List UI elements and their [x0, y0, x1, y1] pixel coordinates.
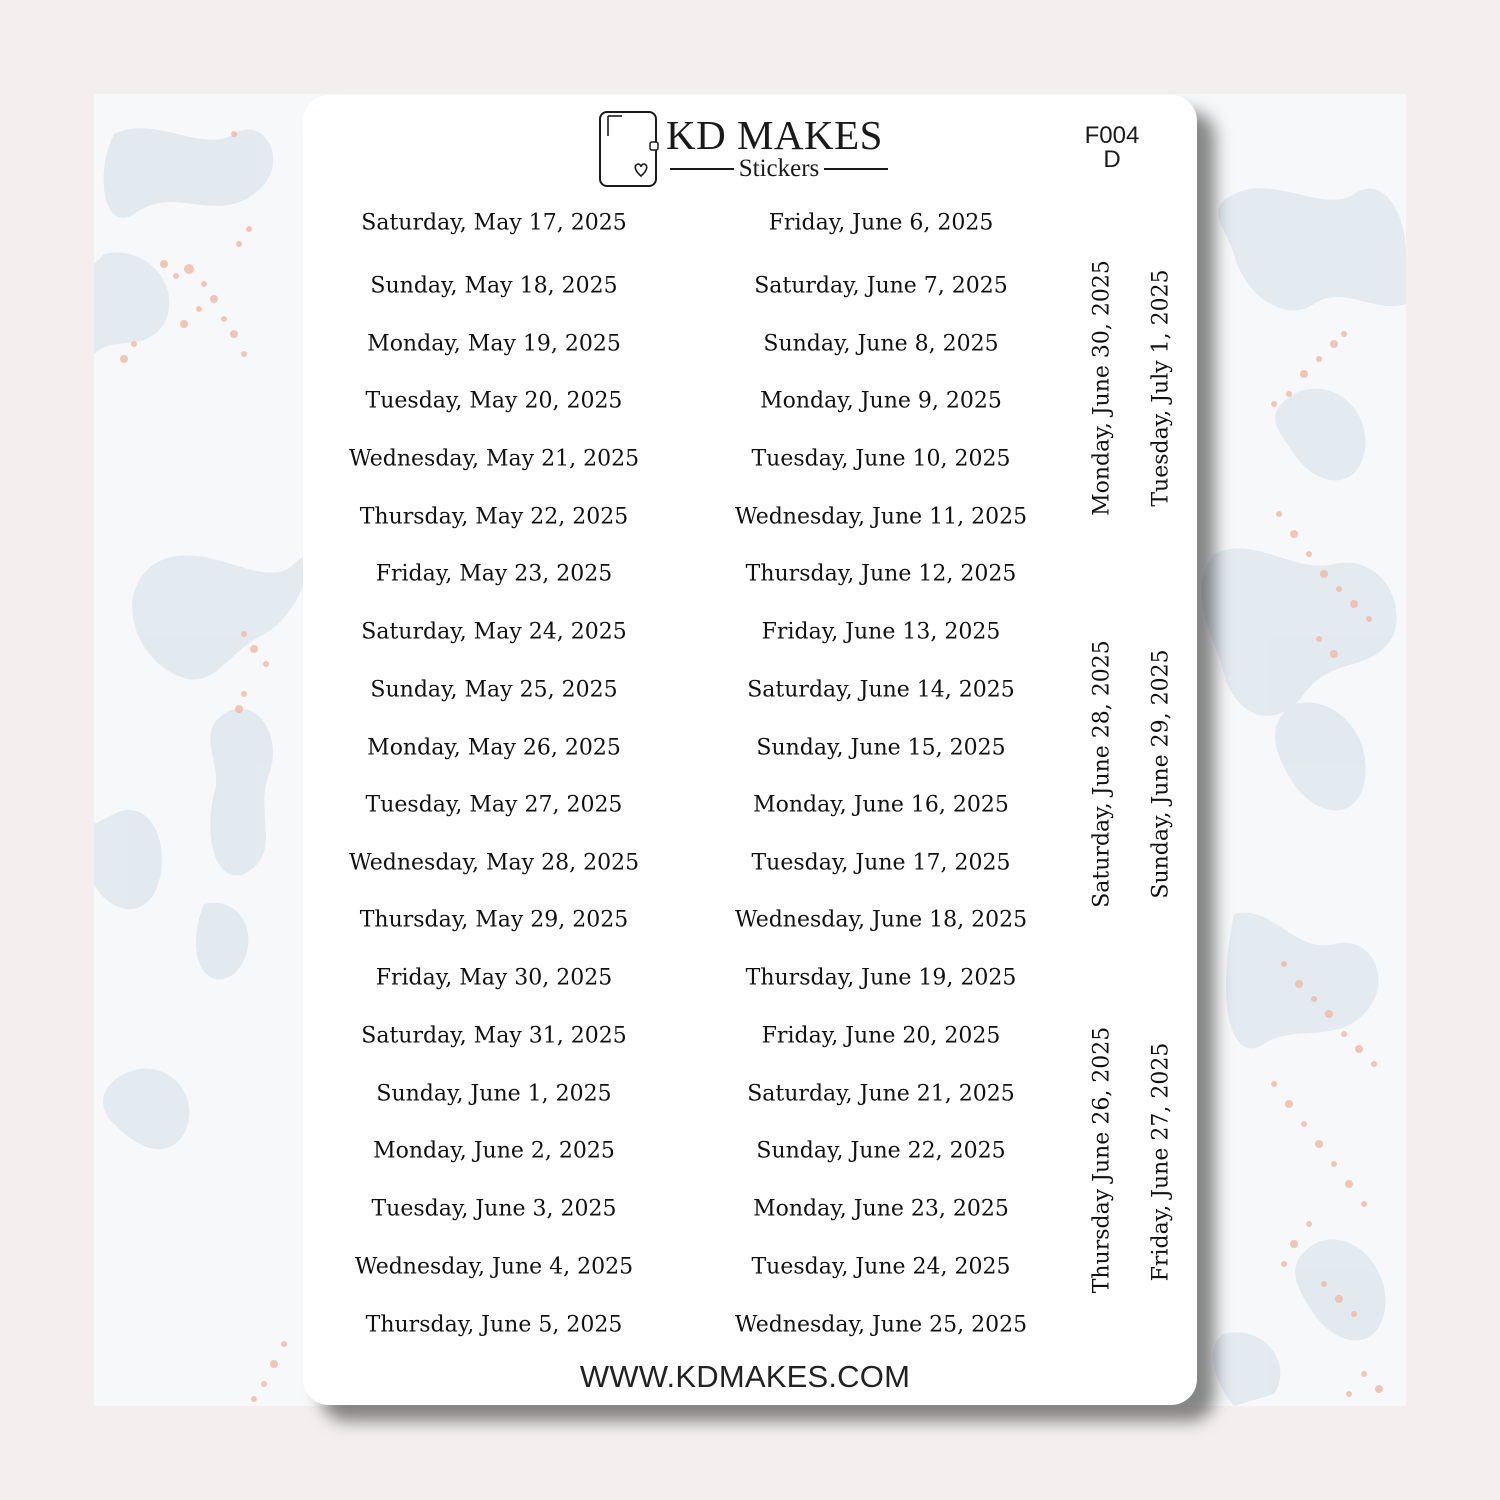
- date-sticker: Wednesday, June 18, 2025: [734, 907, 1028, 933]
- date-sticker: Sunday, June 1, 2025: [376, 1081, 612, 1107]
- date-sticker: Tuesday, June 3, 2025: [371, 1196, 617, 1222]
- date-sticker: Friday, June 20, 2025: [761, 1023, 1001, 1049]
- date-sticker: Saturday, June 14, 2025: [747, 677, 1015, 703]
- date-sticker: Thursday, June 5, 2025: [365, 1312, 623, 1338]
- date-sticker: Wednesday, May 28, 2025: [348, 850, 640, 876]
- date-sticker: Thursday, May 29, 2025: [359, 907, 629, 933]
- date-sticker: Tuesday, May 27, 2025: [365, 792, 623, 818]
- date-sticker: Friday, June 6, 2025: [768, 210, 994, 236]
- date-sticker: Monday, June 16, 2025: [753, 792, 1009, 818]
- date-sticker: Saturday, May 24, 2025: [361, 619, 627, 645]
- date-sticker: Wednesday, June 4, 2025: [354, 1254, 634, 1280]
- brand-subtitle-text: Stickers: [738, 155, 820, 182]
- vertical-date-sticker: Sunday, June 29, 2025: [1148, 649, 1174, 899]
- vertical-date-sticker: Thursday June 26, 2025: [1089, 1026, 1115, 1294]
- vertical-date-sticker: Tuesday, July 1, 2025: [1148, 269, 1174, 507]
- date-sticker: Saturday, June 21, 2025: [747, 1081, 1015, 1107]
- date-sticker: Wednesday, June 11, 2025: [734, 504, 1028, 530]
- date-sticker: Wednesday, May 21, 2025: [348, 446, 640, 472]
- website-url: WWW.KDMAKES.COM: [579, 1359, 911, 1394]
- product-code-variant: D: [1103, 146, 1121, 173]
- vertical-date-sticker: Monday, June 30, 2025: [1089, 260, 1115, 516]
- vertical-date-sticker: Saturday, June 28, 2025: [1089, 640, 1115, 908]
- date-sticker: Sunday, June 15, 2025: [756, 735, 1006, 761]
- date-sticker: Friday, May 23, 2025: [375, 561, 613, 587]
- date-sticker: Friday, May 30, 2025: [375, 965, 613, 991]
- date-sticker: Monday, June 23, 2025: [753, 1196, 1009, 1222]
- planner-logo-icon: [598, 110, 660, 188]
- date-sticker: Saturday, May 31, 2025: [361, 1023, 627, 1049]
- date-sticker: Friday, June 13, 2025: [761, 619, 1001, 645]
- date-sticker: Wednesday, June 25, 2025: [734, 1312, 1028, 1338]
- product-code-line: F004: [1084, 122, 1140, 149]
- date-sticker: Thursday, June 19, 2025: [745, 965, 1017, 991]
- date-sticker: Tuesday, May 20, 2025: [365, 388, 623, 414]
- date-sticker: Monday, June 9, 2025: [760, 388, 1002, 414]
- date-sticker: Sunday, June 22, 2025: [756, 1138, 1006, 1164]
- brand-subtitle: [670, 156, 888, 182]
- subtitle-rule-left: [670, 168, 734, 170]
- date-sticker: Tuesday, June 10, 2025: [751, 446, 1011, 472]
- brand-name: KD MAKES: [666, 112, 883, 158]
- subtitle-rule-right: [824, 168, 888, 170]
- date-sticker: Sunday, June 8, 2025: [763, 331, 999, 357]
- date-sticker: Saturday, June 7, 2025: [754, 273, 1008, 299]
- date-sticker: Thursday, May 22, 2025: [359, 504, 629, 530]
- date-sticker: Sunday, May 18, 2025: [370, 273, 618, 299]
- product-code: [1070, 124, 1154, 172]
- date-sticker: Sunday, May 25, 2025: [370, 677, 618, 703]
- date-sticker: Thursday, June 12, 2025: [745, 561, 1017, 587]
- date-sticker: Tuesday, June 24, 2025: [751, 1254, 1011, 1280]
- date-sticker: Monday, May 19, 2025: [367, 331, 621, 357]
- date-sticker: Monday, May 26, 2025: [367, 735, 621, 761]
- date-sticker: Monday, June 2, 2025: [373, 1138, 615, 1164]
- date-sticker: Tuesday, June 17, 2025: [751, 850, 1011, 876]
- date-sticker: Saturday, May 17, 2025: [361, 210, 627, 236]
- vertical-date-sticker: Friday, June 27, 2025: [1148, 1042, 1174, 1282]
